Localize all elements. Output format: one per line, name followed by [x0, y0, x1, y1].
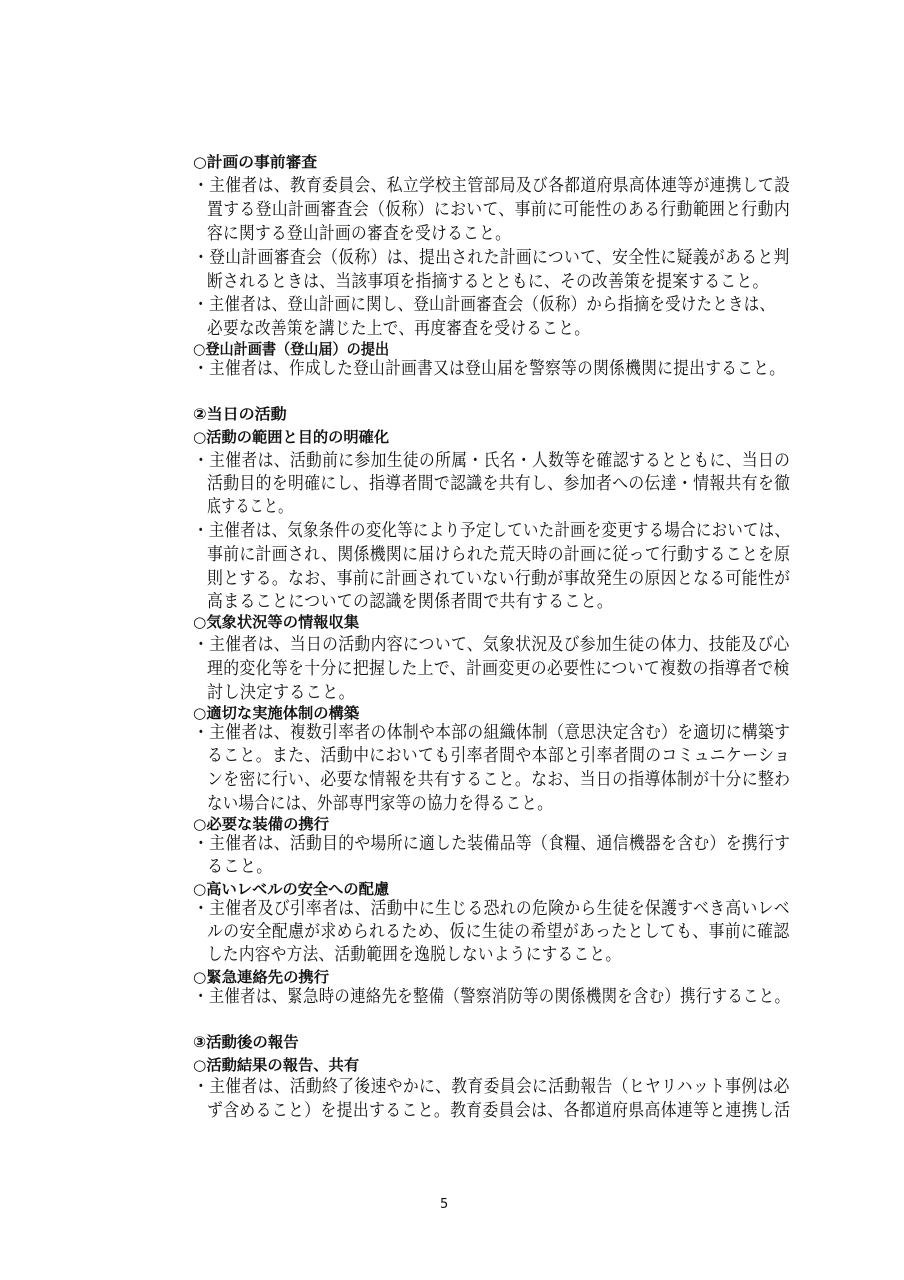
- section-heading: ③活動後の報告: [193, 1033, 299, 1051]
- section-heading: ○計画の事前審査: [193, 153, 318, 171]
- text-line: ンを密に行い、必要な情報を共有すること。なお、当日の指導体制が十分に整わ: [207, 770, 791, 790]
- text-line: 理的変化等を十分に把握した上で、計画変更の必要性について複数の指導者で検: [207, 659, 790, 679]
- text-line: ・主催者は、緊急時の連絡先を整備（警察消防等の関係機関を含む）携行すること。: [193, 987, 791, 1007]
- section-heading: ○登山計画書（登山届）の提出: [193, 340, 390, 358]
- text-line: ・主催者は、教育委員会、私立学校主管部局及び各都道府県高体連等が連携して設: [193, 176, 791, 196]
- text-line: ・主催者は、複数引率者の体制や本部の組織体制（意思決定含む）を適切に構築す: [193, 723, 791, 743]
- text-line: ・主催者及び引率者は、活動中に生じる恐れの危険から生徒を保護すべき高いレベ: [193, 899, 790, 919]
- section-heading: ○必要な装備の携行: [193, 815, 330, 833]
- section-heading: ○気象状況等の情報収集: [193, 613, 360, 631]
- text-line: ること。: [207, 857, 273, 877]
- text-line: ない場合には、外部専門家等の協力を得ること。: [207, 794, 553, 814]
- text-line: 活動目的を明確にし、指導者間で認識を共有し、参加者への伝達・情報共有を徹: [207, 474, 791, 494]
- page-number: 5: [440, 1197, 449, 1212]
- text-line: した内容や方法、活動範囲を逸脱しないようにすること。: [207, 945, 622, 965]
- text-line: ルの安全配慮が求められるため、仮に生徒の希望があったとしても、事前に確認: [207, 922, 790, 942]
- section-heading: ②当日の活動: [193, 405, 287, 423]
- section-heading: ○適切な実施体制の構築: [193, 704, 360, 722]
- text-line: 高まることについての認識を関係者間で共有すること。: [207, 592, 614, 612]
- text-line: 則とする。なお、事前に計画されていない行動が事故発生の原因となる可能性が: [207, 569, 791, 589]
- text-line: 必要な改善策を講じた上で、再度審査を受けること。: [207, 319, 591, 339]
- text-line: ・登山計画審査会（仮称）は、提出された計画について、安全性に疑義があると判: [193, 248, 790, 268]
- text-line: 置する登山計画審査会（仮称）において、事前に可能性のある行動範囲と行動内: [207, 200, 791, 220]
- text-line: ・主催者は、作成した登山計画書又は登山届を警察等の関係機関に提出すること。: [193, 359, 786, 379]
- text-line: 断されるときは、当該事項を指摘するとともに、その改善策を提案すること。: [207, 272, 769, 292]
- text-line: 討し決定すること。: [207, 683, 356, 703]
- section-heading: ○活動の範囲と目的の明確化: [193, 428, 390, 446]
- text-line: ・主催者は、活動前に参加生徒の所属・氏名・人数等を確認するとともに、当日の: [193, 451, 791, 471]
- text-line: 容に関する登山計画の審査を受けること。: [207, 224, 512, 244]
- text-line: ・主催者は、活動目的や場所に適した装備品等（食糧、通信機器を含む）を携行す: [193, 834, 791, 854]
- section-heading: ○高いレベルの安全への配慮: [193, 880, 390, 898]
- text-line: 底すること。: [207, 497, 293, 517]
- section-heading: ○活動結果の報告、共有: [193, 1056, 360, 1074]
- text-line: ・主催者は、登山計画に関し、登山計画審査会（仮称）から指摘を受けたときは、: [193, 295, 776, 315]
- text-line: ・主催者は、気象条件の変化等により予定していた計画を変更する場合においては、: [193, 521, 791, 541]
- text-line: ること。また、活動中においても引率者間や本部と引率者間のコミュニケーショ: [207, 746, 791, 766]
- text-line: ・主催者は、活動終了後速やかに、教育委員会に活動報告（ヒヤリハット事例は必: [193, 1077, 790, 1097]
- section-heading: ○緊急連絡先の携行: [193, 968, 330, 986]
- text-line: 事前に計画され、関係機関に届けられた荒天時の計画に従って行動することを原: [207, 545, 791, 565]
- text-line: ・主催者は、当日の活動内容について、気象状況及び参加生徒の体力、技能及び心: [193, 635, 790, 655]
- text-line: ず含めること）を提出すること。教育委員会は、各都道府県高体連等と連携し活: [207, 1101, 791, 1121]
